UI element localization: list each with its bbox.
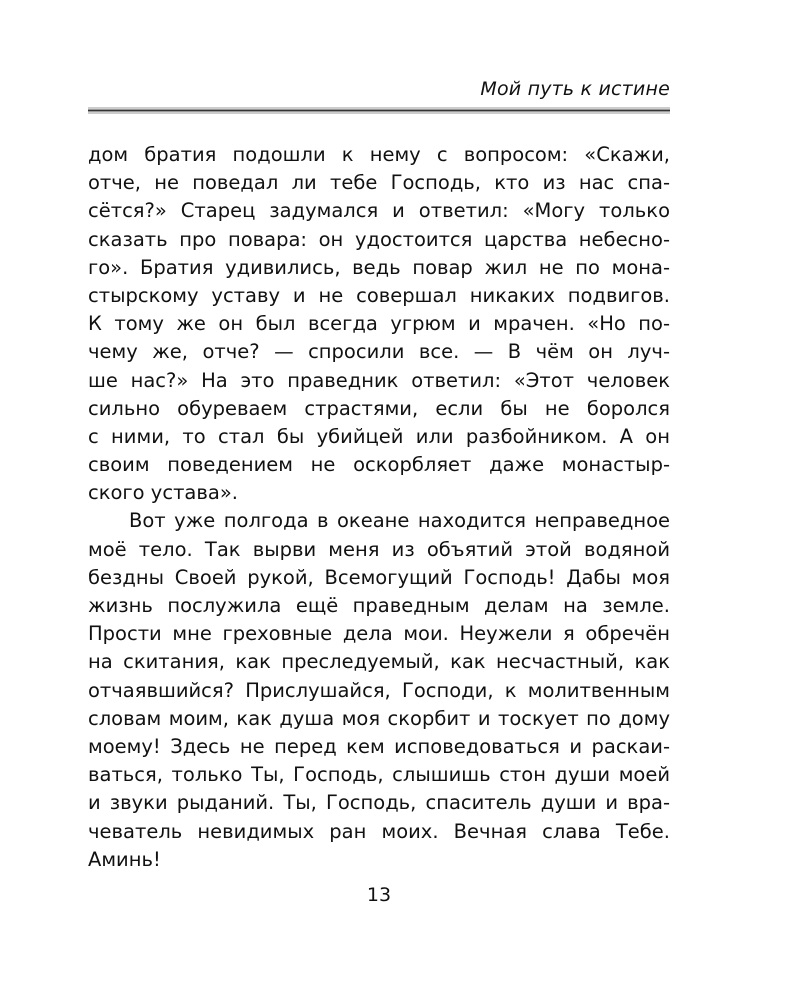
paragraph-2 — [88, 507, 670, 873]
text-line: на скитания, как преследуемый, как несчастный, как — [88, 650, 670, 674]
text-line: ваться, только Ты, Господь, слышишь стон души моей — [88, 763, 670, 787]
text-line: своим поведением не оскорбляет даже монастыр- — [88, 453, 670, 477]
text-line: отче, не поведал ли тебе Господь, кто из нас спа- — [88, 171, 670, 195]
text-line: чему же, отче? — спросили все. — В чём он луч- — [88, 340, 670, 364]
text-line: сказать про повара: он удостоится царства небесно- — [88, 227, 670, 251]
paragraph-1 — [88, 141, 670, 507]
text-line: ше нас?» На это праведник ответил: «Этот человек — [88, 368, 670, 392]
text-line: Аминь! — [88, 847, 161, 871]
text-line: дом братия подошли к нему с вопросом: «Скажи, — [88, 143, 670, 166]
text-line: с ними, то стал бы убийцей или разбойником. А он — [88, 424, 670, 448]
text-line: го». Братия удивились, ведь повар жил не по мона- — [88, 255, 670, 279]
running-header-title: Мой путь к истине — [480, 78, 670, 100]
text-line: словам моим, как душа моя скорбит и тоскует по дому — [88, 706, 670, 730]
text-line: К тому же он был всегда угрюм и мрачен. «Но по- — [88, 312, 670, 336]
text-line: чеватель невидимых ран моих. Вечная слава Тебе. — [88, 819, 670, 843]
text-line: отчаявшийся? Прислушайся, Господи, к молитвенным — [88, 678, 670, 702]
text-line: сильно обуреваем страстями, если бы не боролся — [88, 396, 670, 420]
text-line: моему! Здесь не перед кем исповедоваться и раскаи- — [88, 734, 670, 758]
text-line: стырскому уставу и не совершал никаких подвигов. — [88, 283, 670, 307]
header-rule — [88, 106, 670, 116]
text-line: сётся?» Старец задумался и ответил: «Могу только — [88, 199, 670, 223]
text-line: и звуки рыданий. Ты, Господь, спаситель души и вра- — [88, 791, 670, 815]
text-line: Вот уже полгода в океане находится неправедное — [129, 509, 670, 533]
page-number: 13 — [366, 884, 392, 906]
text-line: жизнь послужила ещё праведным делам на земле. — [88, 594, 670, 617]
text-line: ского устава». — [88, 481, 238, 505]
text-line: бездны Своей рукой, Всемогущий Господь! Дабы моя — [88, 565, 670, 589]
text-line: Прости мне греховные дела мои. Неужели я обречён — [88, 622, 670, 646]
text-line: моё тело. Так вырви меня из объятий этой водяной — [88, 537, 670, 561]
body-text — [88, 141, 670, 874]
